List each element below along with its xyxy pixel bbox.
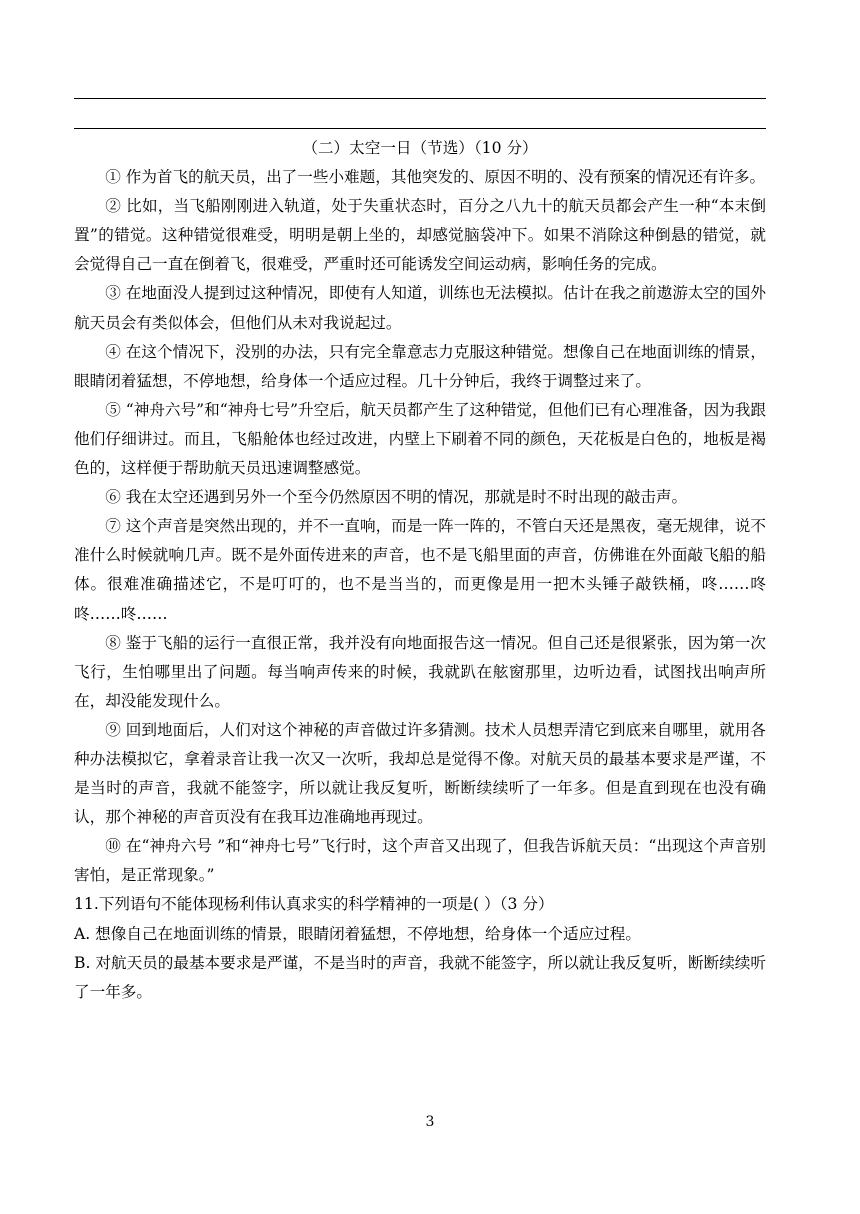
document-body (74, 134, 766, 1007)
section-title: （二）太空一日（节选）（10 分） (302, 139, 538, 157)
question-11-option-b: B. 对航天员的最基本要求是严谨，不是当时的声音，我就不能签字，所以就让我反复听，断断续续听了一年多。 (74, 953, 766, 1001)
paragraph-8: ⑧ 鉴于飞船的运行一直很正常，我并没有向地面报告这一情况。但自己还是很紧张，因为第一次飞行，生怕哪里出了问题。每当响声传来的时候，我就趴在舷窗那里，边听边看，试图找出响声所在，却没能发现什么。 (74, 633, 766, 710)
paragraph-4: ④ 在这个情况下，没别的办法，只有完全靠意志力克服这种错觉。想像自己在地面训练的情景，眼睛闭着猛想，不停地想，给身体一个适应过程。几十分钟后，我终于调整过来了。 (74, 342, 766, 390)
question-11-option-a: A. 想像自己在地面训练的情景，眼睛闭着猛想，不停地想，给身体一个适应过程。 (74, 924, 641, 943)
paragraph-5: ⑤ “神舟六号”和“神舟七号”升空后，航天员都产生了这种错觉，但他们已有心理准备，因为我跟他们仔细讲过。而且，飞船舱体也经过改进，内壁上下刷着不同的颜色，天花板是白色的，地板是褐色的，这样便于帮助航天员迅速调整感觉。 (74, 400, 766, 478)
question-11-stem: 11.下列语句不能体现杨利伟认真求实的科学精神的一项是( ）（3 分） (74, 895, 554, 914)
paragraph-3: ③ 在地面没人提到过这种情况，即使有人知道，训练也无法模拟。估计在我之前遨游太空的国外航天员会有类似体会，但他们从未对我说起过。 (74, 284, 766, 332)
answer-line-1 (74, 98, 766, 99)
paragraph-2: ② 比如，当飞船刚刚进入轨道，处于失重状态时，百分之八九十的航天员都会产生一种“本末倒置”的错觉。这种错觉很难受，明明是朝上坐的，却感觉脑袋冲下。如果不消除这种倒悬的错觉，就会觉得自己一直在倒着飞，很难受，严重时还可能诱发空间运动病，影响任务的完成。 (74, 197, 766, 274)
paragraph-1: ① 作为首飞的航天员，出了一些小难题，其他突发的、原因不明的、没有预案的情况还有许多。 (105, 168, 766, 187)
paragraph-10: ⑩ 在“神舟六号 ”和“神舟七号”飞行时，这个声音又出现了，但我告诉航天员：“出现这个声音别害怕，是正常现象。” (74, 837, 766, 885)
paragraph-6: ⑥ 我在太空还遇到另外一个至今仍然原因不明的情况，那就是时不时出现的敲击声。 (105, 488, 688, 507)
paragraph-7: ⑦ 这个声音是突然出现的，并不一直响，而是一阵一阵的，不管白天还是黑夜，毫无规律，说不准什么时候就响几声。既不是外面传进来的声音，也不是飞船里面的声音，仿佛谁在外面敲飞船的船体。很难准确描述它，不是叮叮的，也不是当当的，而更像是用一把木头锤子敲铁桶，咚……咚咚……咚…… (74, 517, 766, 623)
page-number: 3 (425, 1114, 435, 1130)
paragraph-9: ⑨ 回到地面后，人们对这个神秘的声音做过许多猜测。技术人员想弄清它到底来自哪里，就用各种办法模拟它，拿着录音让我一次又一次听，我却总是觉得不像。对航天员的最基本要求是严谨，不是当时的声音，我就不能签字，所以就让我反复听，断断续续听了一年多。但是直到现在也没有确认，那个神秘的声音页没有在我耳边准确地再现过。 (74, 720, 766, 827)
answer-line-2 (74, 128, 766, 129)
